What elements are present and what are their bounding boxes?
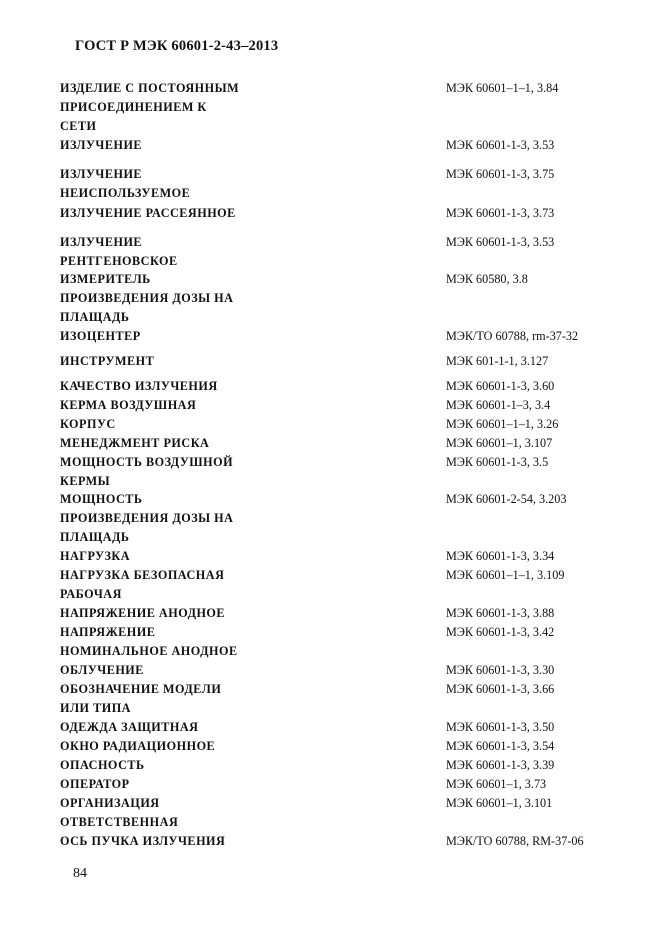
index-reference: МЭК/ТО 60788, RM-37-06: [446, 834, 584, 848]
index-term-line: ОДЕЖДА ЗАЩИТНАЯ: [60, 720, 199, 734]
index-term: [60, 566, 390, 604]
index-term-line: ИНСТРУМЕНТ: [60, 354, 155, 368]
index-term-line: МОЩНОСТЬ: [60, 492, 143, 506]
index-reference: МЭК 60601-1-3, 3.53: [446, 138, 555, 152]
index-term-line: ПРОИЗВЕДЕНИЯ ДОЗЫ НА: [60, 511, 234, 525]
index-term-line: СЕТИ: [60, 119, 97, 133]
index-term-line: ИЗЛУЧЕНИЕ: [60, 235, 143, 249]
index-reference: МЭК 60601-1-3, 3.5: [446, 455, 549, 469]
document-header: ГОСТ Р МЭК 60601-2-43–2013: [75, 38, 279, 54]
index-term: [60, 270, 390, 327]
index-reference: МЭК 60601–1–1, 3.109: [446, 568, 565, 582]
index-term-line: РЕНТГЕНОВСКОЕ: [60, 254, 178, 268]
index-term-line: НАГРУЗКА: [60, 549, 131, 563]
index-term-line: ИЗЛУЧЕНИЕ: [60, 138, 143, 152]
index-term: [60, 490, 390, 547]
index-term-line: ИЗДЕЛИЕ С ПОСТОЯННЫМ: [60, 81, 240, 95]
index-reference: МЭК 60601-1-3, 3.42: [446, 625, 555, 639]
index-term-line: ОПАСНОСТЬ: [60, 758, 145, 772]
index-term-line: НАПРЯЖЕНИЕ: [60, 625, 156, 639]
index-reference: МЭК 60601-1-3, 3.54: [446, 739, 555, 753]
index-term-line: ОБОЗНАЧЕНИЕ МОДЕЛИ: [60, 682, 222, 696]
index-term-line: ПЛАЩАДЬ: [60, 530, 130, 544]
index-term: [60, 136, 390, 155]
index-reference: МЭК 60601-1-3, 3.75: [446, 167, 555, 181]
index-term-line: ПРОИЗВЕДЕНИЯ ДОЗЫ НА: [60, 291, 234, 305]
index-term: [60, 352, 390, 371]
index-term-line: ОБЛУЧЕНИЕ: [60, 663, 144, 677]
index-term-line: НЕИСПОЛЬЗУЕМОЕ: [60, 186, 191, 200]
index-term-line: ОСЬ ПУЧКА ИЗЛУЧЕНИЯ: [60, 834, 226, 848]
index-term-line: МЕНЕДЖМЕНТ РИСКА: [60, 436, 210, 450]
index-reference: МЭК 60601-1-3, 3.50: [446, 720, 555, 734]
index-term: [60, 547, 390, 566]
page-number: 84: [73, 866, 87, 881]
index-term-line: ОРГАНИЗАЦИЯ: [60, 796, 160, 810]
index-term-line: НОМИНАЛЬНОЕ АНОДНОЕ: [60, 644, 238, 658]
index-term: [60, 434, 390, 453]
index-term: [60, 204, 390, 223]
index-reference: МЭК 60601–1–1, 3.84: [446, 81, 559, 95]
index-term: [60, 661, 390, 680]
index-reference: МЭК 60601-1-3, 3.60: [446, 379, 555, 393]
index-reference: МЭК 60580, 3.8: [446, 272, 528, 286]
index-reference: МЭК 60601-1-3, 3.66: [446, 682, 555, 696]
index-reference: МЭК 60601–1, 3.101: [446, 796, 553, 810]
index-term: [60, 718, 390, 737]
index-reference: МЭК/ТО 60788, rm-37-32: [446, 329, 579, 343]
index-term-line: ПРИСОЕДИНЕНИЕМ К: [60, 100, 207, 114]
index-term: [60, 327, 390, 346]
index-term: [60, 377, 390, 396]
index-term: [60, 604, 390, 623]
index-term-line: КОРПУС: [60, 417, 116, 431]
index-term-line: ОТВЕТСТВЕННАЯ: [60, 815, 179, 829]
index-reference: МЭК 60601-1-3, 3.39: [446, 758, 555, 772]
index-reference: МЭК 60601-2-54, 3.203: [446, 492, 567, 506]
index-reference: МЭК 60601-1-3, 3.53: [446, 235, 555, 249]
index-term-line: КАЧЕСТВО ИЗЛУЧЕНИЯ: [60, 379, 218, 393]
index-reference: МЭК 60601-1-3, 3.73: [446, 206, 555, 220]
index-term-line: ИЛИ ТИПА: [60, 701, 131, 715]
index-reference: МЭК 60601–1–1, 3.26: [446, 417, 559, 431]
index-term-line: КЕРМЫ: [60, 474, 111, 488]
index-term: [60, 415, 390, 434]
index-term: [60, 233, 390, 271]
index-term-line: ИЗЛУЧЕНИЕ РАССЕЯННОЕ: [60, 206, 236, 220]
index-term: [60, 396, 390, 415]
index-term-line: ИЗЛУЧЕНИЕ: [60, 167, 143, 181]
index-term-line: ОКНО РАДИАЦИОННОЕ: [60, 739, 216, 753]
index-reference: МЭК 60601-1-3, 3.88: [446, 606, 555, 620]
index-term-line: ПЛАЩАДЬ: [60, 310, 130, 324]
index-term: [60, 737, 390, 756]
index-term-line: МОЩНОСТЬ ВОЗДУШНОЙ: [60, 455, 234, 469]
index-reference: МЭК 60601-1-3, 3.34: [446, 549, 555, 563]
index-term: [60, 79, 390, 136]
index-term-line: ИЗОЦЕНТЕР: [60, 329, 141, 343]
index-term-line: ИЗМЕРИТЕЛЬ: [60, 272, 151, 286]
index-term: [60, 832, 390, 851]
index-term: [60, 775, 390, 794]
index-reference: МЭК 601-1-1, 3.127: [446, 354, 549, 368]
index-reference: МЭК 60601-1–3, 3.4: [446, 398, 551, 412]
index-term: [60, 756, 390, 775]
index-reference: МЭК 60601-1-3, 3.30: [446, 663, 555, 677]
index-term: [60, 680, 390, 718]
index-term-line: НАПРЯЖЕНИЕ АНОДНОЕ: [60, 606, 226, 620]
index-term-line: РАБОЧАЯ: [60, 587, 122, 601]
index-reference: МЭК 60601–1, 3.73: [446, 777, 547, 791]
index-term: [60, 794, 390, 832]
index-term-line: НАГРУЗКА БЕЗОПАСНАЯ: [60, 568, 225, 582]
index-term: [60, 623, 390, 661]
index-term: [60, 453, 390, 491]
index-term-line: ОПЕРАТОР: [60, 777, 130, 791]
index-reference: МЭК 60601–1, 3.107: [446, 436, 553, 450]
index-term-line: КЕРМА ВОЗДУШНАЯ: [60, 398, 197, 412]
index-term: [60, 165, 390, 203]
